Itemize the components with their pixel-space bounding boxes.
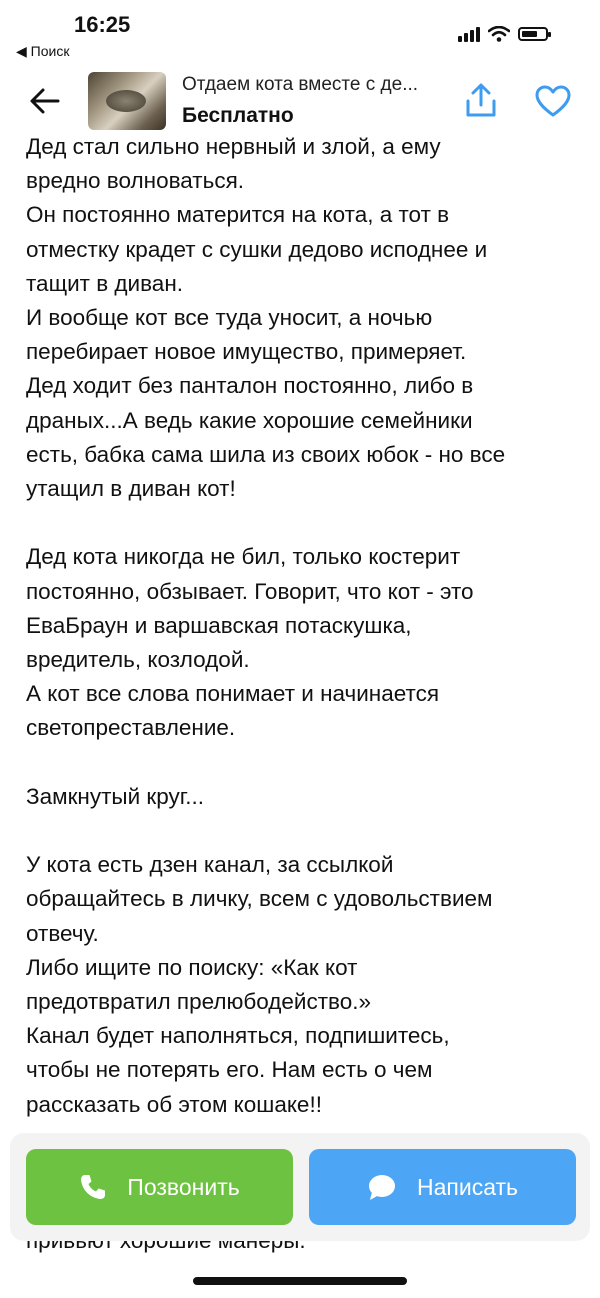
status-icons <box>458 26 548 42</box>
listing-thumbnail[interactable] <box>88 72 166 130</box>
home-indicator <box>193 1277 407 1285</box>
signal-icon <box>458 26 480 42</box>
write-button-label: Написать <box>416 1173 518 1200</box>
status-bar <box>0 0 600 66</box>
status-time: 16:25 <box>74 12 131 37</box>
listing-description: Дед стал сильно нервный и злой, а ему вредно волноваться. Он постоянно матерится на кота, а тот в отместку крадет с сушки дедово исподнее и тащит в диван. И вообще кот все туда уносит, а ночью перебирает новое имущество, примеряет. Дед ходит без панталон постоянно, либо в драных...А ведь какие хорошие семейники есть, бабка сама шила из своих юбок - но все утащил в диван кот! Дед кота никогда не бил, только костерит постоянно, обзывает. Говорит, что кот - это ЕваБраун и варшавская потаскушка, вредитель, козлодой. А кот все слова понимает и начинается светопреставление. Замкнутый круг... У кота есть дзен канал, за ссылкой обращайтесь в личку, всем с удовольствием отвечу. Либо ищите по поиску: «Как кот предотвратил прелюбодейство.» Канал будет наполняться, подпишитесь, чтобы не потерять его. Нам есть о чем рассказать об этом кошаке!! <box>26 134 506 1117</box>
call-button-label: Позвонить <box>127 1173 240 1200</box>
wifi-icon <box>488 26 510 42</box>
listing-title: Отдаем кота вместе с де... <box>182 74 419 95</box>
back-arrow-icon[interactable] <box>28 84 62 118</box>
write-message-button[interactable] <box>309 1149 576 1225</box>
listing-price: Бесплатно <box>182 104 294 127</box>
phone-icon <box>79 1173 107 1201</box>
back-to-search-link[interactable]: ◀ Поиск <box>16 43 70 59</box>
share-icon[interactable] <box>464 82 498 118</box>
battery-icon <box>518 27 548 41</box>
chat-bubble-icon <box>367 1173 397 1201</box>
contact-action-panel <box>10 1133 590 1241</box>
heart-icon[interactable] <box>534 84 572 118</box>
call-button[interactable] <box>26 1149 293 1225</box>
listing-header <box>0 66 600 136</box>
